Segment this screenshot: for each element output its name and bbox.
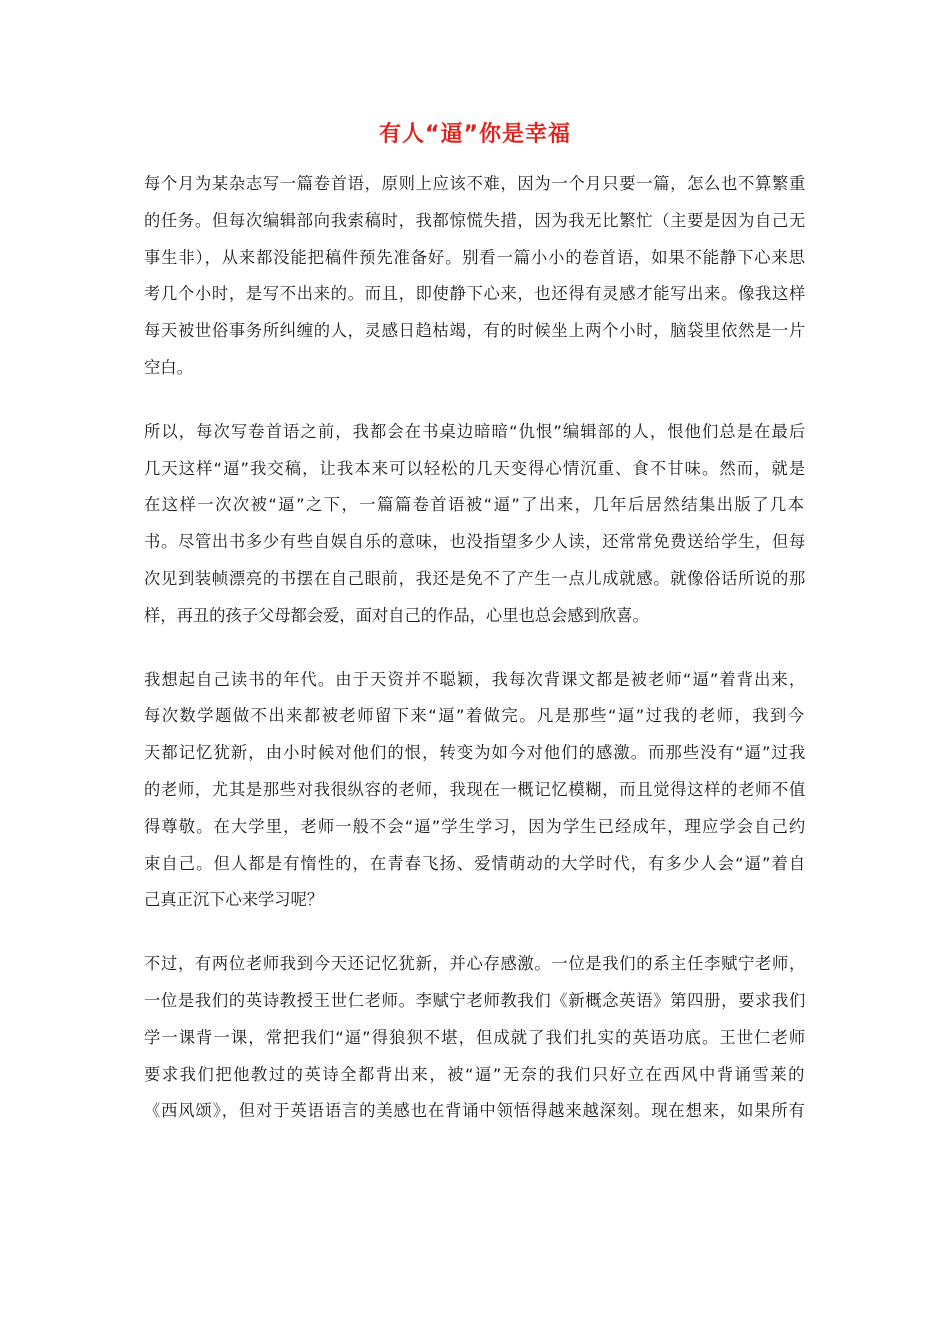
text-line: 要求我们把他教过的英诗全都背出来，被“逼”无奈的我们只好立在西风中背诵雪莱的 — [144, 1064, 807, 1084]
text-line: 我想起自己读书的年代。由于天资并不聪颖，我每次背课文都是被老师“逼”着背出来， — [144, 669, 807, 689]
text-line: 不过，有两位老师我到今天还记忆犹新，并心存感激。一位是我们的系主任李赋宁老师， — [144, 954, 806, 974]
text-line: 事生非），从来都没能把稿件预先准备好。别看一篇小小的卷首语，如果不能静下心来思 — [144, 247, 806, 267]
text-line: 每个月为某杂志写一篇卷首语，原则上应该不难，因为一个月只要一篇，怎么也不算繁重 — [144, 174, 806, 193]
text-line: 一位是我们的英诗教授王世仁老师。李赋宁老师教我们《新概念英语》第四册，要求我们 — [144, 990, 806, 1010]
article-title: 有人“逼”你是幸福 — [379, 122, 571, 147]
text-line: 考几个小时，是写不出来的。而且，即使静下心来，也还得有灵感才能写出来。像我这样 — [144, 284, 806, 304]
text-line: 得尊敬。在大学里，老师一般不会“逼”学生学习，因为学生已经成年，理应学会自己约 — [144, 816, 807, 836]
text-line: 己真正沉下心来学习呢？ — [144, 890, 324, 910]
paragraph-3 — [144, 662, 806, 920]
text-line: 的老师，尤其是那些对我很纵容的老师，我现在一概记忆模糊，而且觉得这样的老师不值 — [144, 779, 806, 799]
article-body — [144, 166, 806, 1157]
text-line: 每次数学题做不出来都被老师留下来“逼”着做完。凡是那些“逼”过我的老师，我到今 — [144, 706, 806, 726]
text-line: 的任务。但每次编辑部向我索稿时，我都惊慌失措，因为我无比繁忙（主要是因为自己无 — [144, 210, 806, 230]
text-line: 书。尽管出书多少有些自娱自乐的意味，也没指望多少人读，还常常免费送给学生，但每 — [144, 532, 806, 552]
paragraph-1 — [144, 166, 806, 387]
text-line: 空白。 — [144, 357, 193, 377]
text-line: 在这样一次次被“逼”之下，一篇篇卷首语被“逼”了出来，几年后居然结集出版了几本 — [144, 495, 806, 515]
text-line: 学一课背一课，常把我们“逼”得狼狈不堪，但成就了我们扎实的英语功底。王世仁老师 — [144, 1027, 807, 1047]
text-line: 每天被世俗事务所纠缠的人，灵感日趋枯竭，有的时候坐上两个小时，脑袋里依然是一片 — [144, 321, 806, 341]
text-line: 样，再丑的孩子父母都会爱，面对自己的作品，心里也总会感到欣喜。 — [144, 605, 649, 625]
text-line: 束自己。但人都是有惰性的，在青春飞扬、爱情萌动的大学时代，有多少人会“逼”着自 — [144, 853, 807, 873]
text-line: 《西风颂》，但对于英语语言的美感也在背诵中领悟得越来越深刻。现在想来，如果所有 — [144, 1101, 806, 1121]
paragraph-4 — [144, 946, 806, 1130]
text-line: 几天这样“逼”我交稿，让我本来可以轻松的几天变得心情沉重、食不甘味。然而，就是 — [144, 458, 807, 478]
text-line: 所以，每次写卷首语之前，我都会在书桌边暗暗“仇恨”编辑部的人，恨他们总是在最后 — [144, 421, 807, 441]
paragraph-2 — [144, 414, 806, 635]
text-line: 次见到装帧漂亮的书摆在自己眼前，我还是免不了产生一点儿成就感。就像俗话所说的那 — [144, 568, 806, 588]
text-line: 天都记忆犹新，由小时候对他们的恨，转变为如今对他们的感激。而那些没有“逼”过我 — [144, 743, 807, 763]
